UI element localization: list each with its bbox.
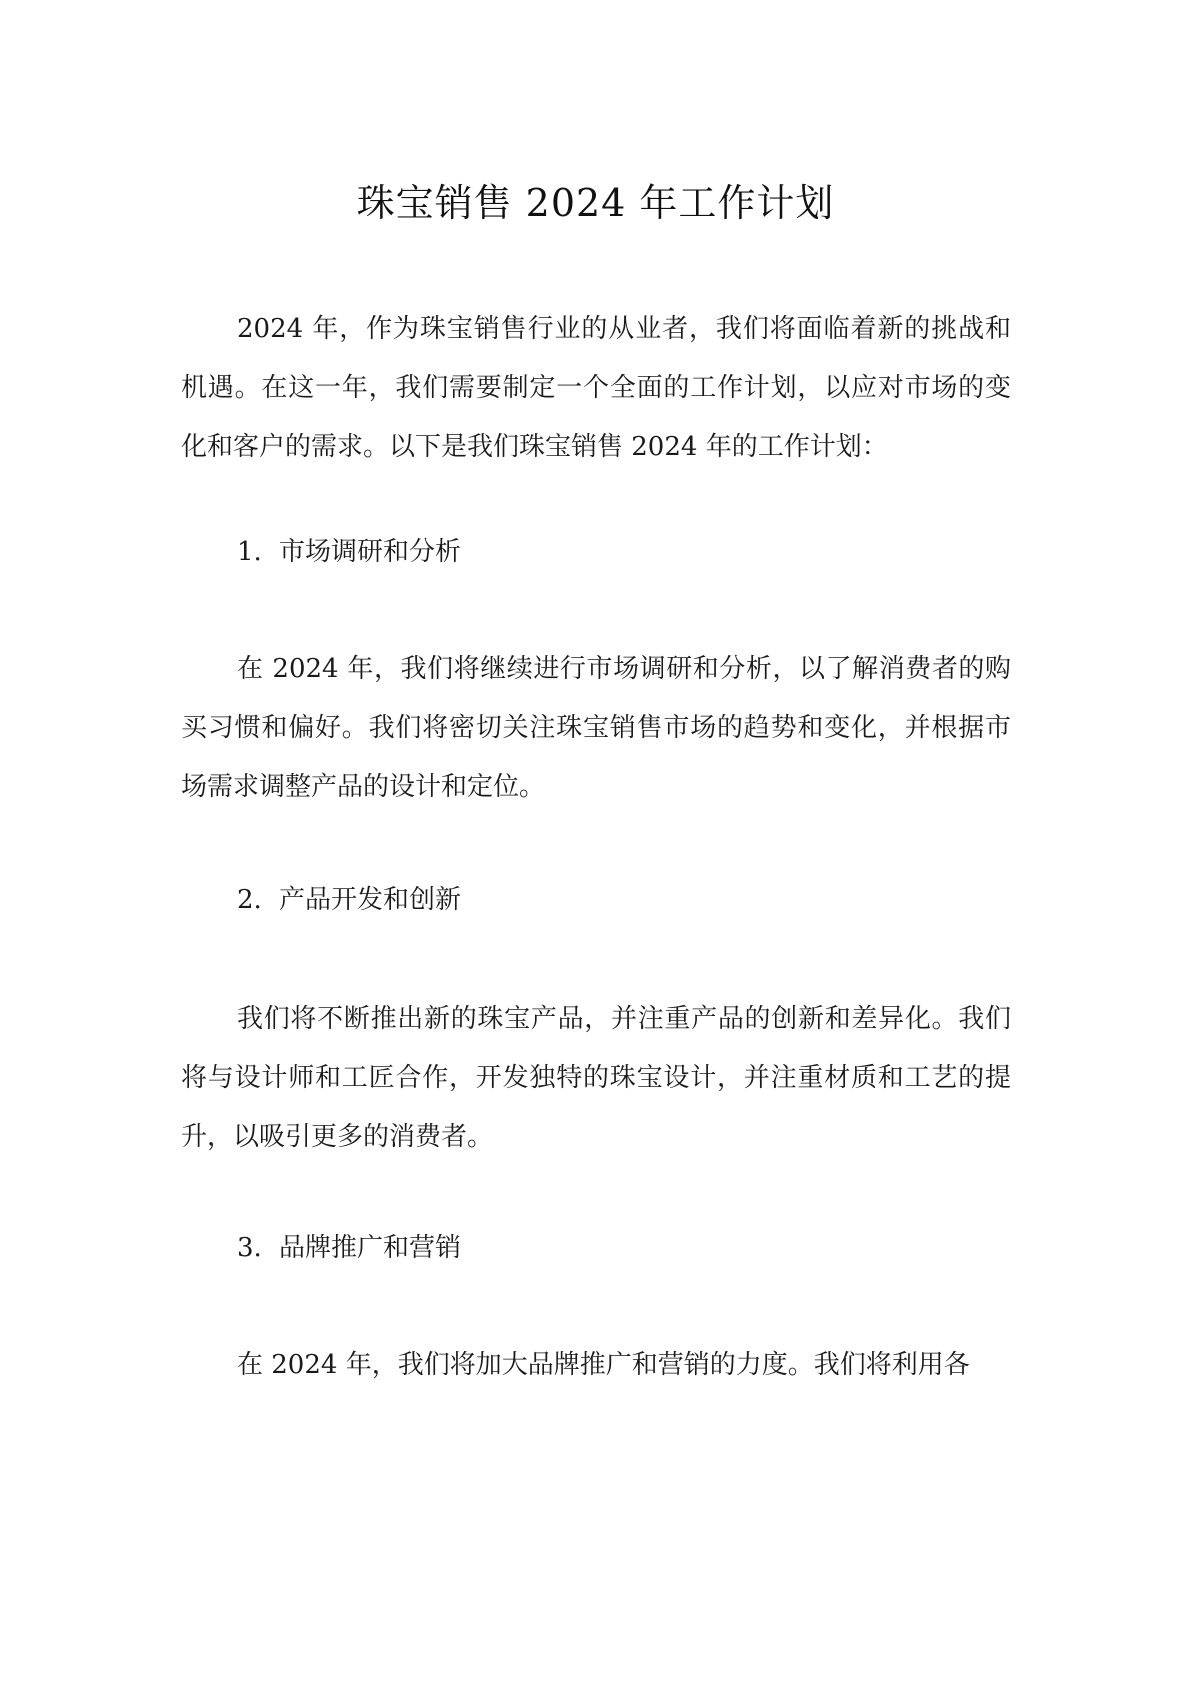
section-heading-2 — [237, 880, 461, 920]
document-title: 珠宝销售 2024 年工作计划 — [356, 181, 835, 225]
section-number: 2. — [237, 885, 262, 915]
intro-paragraph: 2024 年，作为珠宝销售行业的从业者，我们将面临着新的挑战和机遇。在这一年，我们需要制定一个全面的工作计划，以应对市场的变化和客户的需求。以下是我们珠宝销售 2024 年的工作计划： — [181, 314, 1011, 462]
section-body-3: 在 2024 年，我们将加大品牌推广和营销的力度。我们将利用各 — [237, 1350, 970, 1380]
section-heading-3 — [237, 1228, 461, 1268]
section-number: 3. — [237, 1233, 262, 1263]
section-heading-text: 产品开发和创新 — [279, 885, 462, 915]
section-heading-text: 品牌推广和营销 — [279, 1233, 462, 1263]
section-number: 1. — [237, 537, 262, 567]
section-body-2: 我们将不断推出新的珠宝产品，并注重产品的创新和差异化。我们将与设计师和工匠合作，开发独特的珠宝设计，并注重材质和工艺的提升，以吸引更多的消费者。 — [181, 1004, 1011, 1152]
section-heading-text: 市场调研和分析 — [279, 537, 462, 567]
section-heading-1 — [237, 532, 461, 572]
section-body-1: 在 2024 年，我们将继续进行市场调研和分析，以了解消费者的购买习惯和偏好。我们将密切关注珠宝销售市场的趋势和变化，并根据市场需求调整产品的设计和定位。 — [181, 654, 1011, 802]
